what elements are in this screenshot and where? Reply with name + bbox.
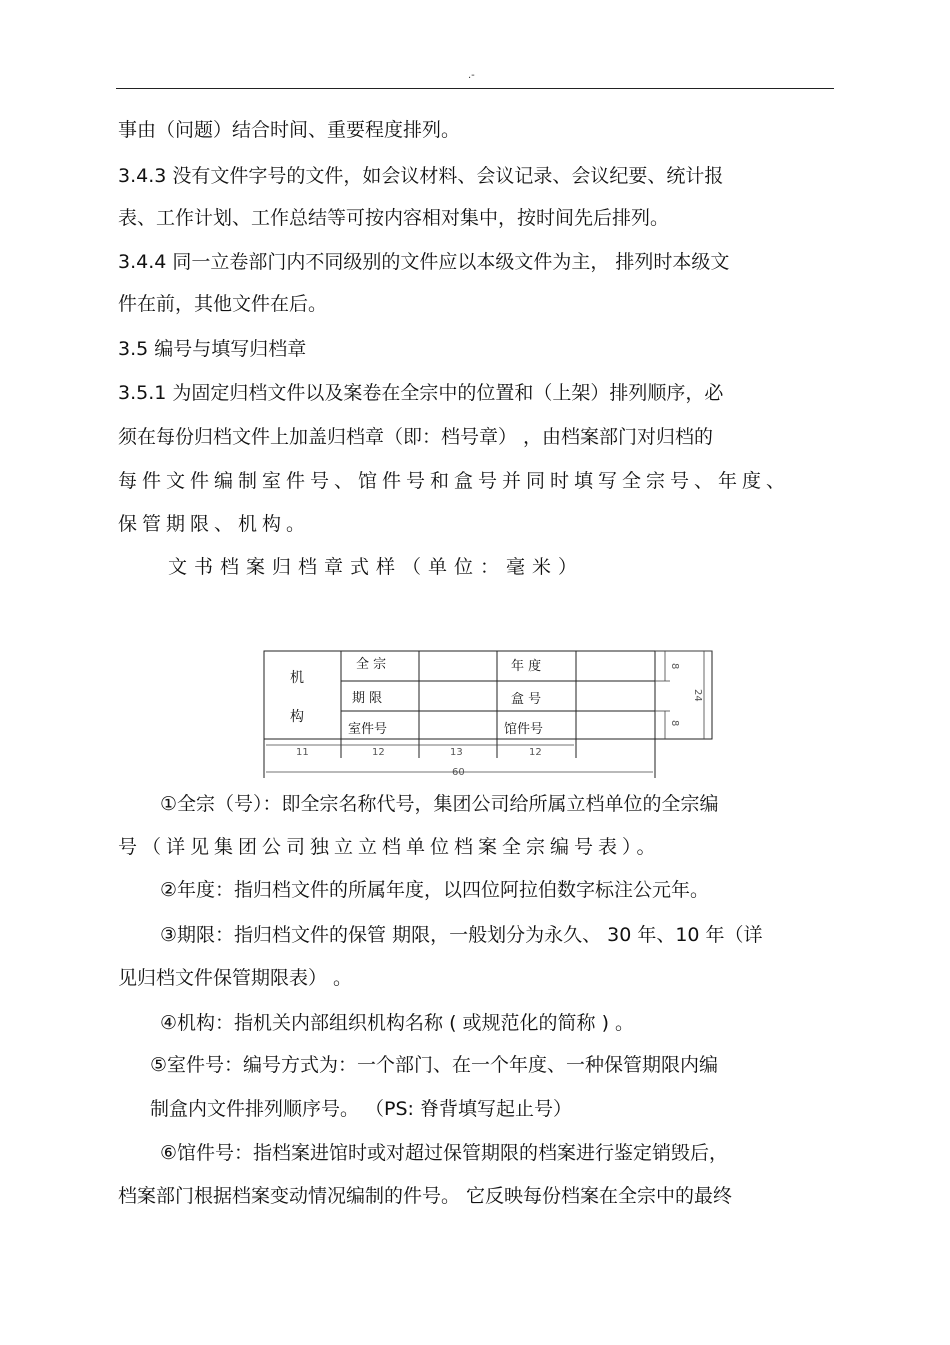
- text-line-9: 每件文件编制室件号、馆件号和盒号并同时填写全宗号、年度、: [118, 470, 791, 492]
- dim-label-total-width: 60: [452, 767, 465, 778]
- text-line-1: 事由（问题）结合时间、重要程度排列。: [118, 119, 461, 141]
- text-line-3: 表、工作计划、工作总结等可按内容相对集中，按时间先后排列。: [118, 207, 670, 229]
- text-line-19: 制盒内文件排列顺序号。 （PS: 脊背填写起止号）: [150, 1098, 572, 1120]
- header-rule: [116, 88, 834, 89]
- header-mark: .-: [468, 70, 475, 81]
- text-line-10: 保管期限、机构。: [118, 513, 311, 535]
- stamp-caption: 文书档案归档章式样（单位：毫米）: [168, 556, 585, 578]
- archive-stamp-diagram: [250, 640, 720, 785]
- dim-label-col3: 13: [450, 747, 463, 758]
- text-line-14: ②年度：指归档文件的所属年度，以四位阿拉伯数字标注公元年。: [160, 879, 710, 901]
- text-line-4: 3.4.4 同一立卷部门内不同级别的文件应以本级文件为主， 排列时本级文: [118, 251, 730, 273]
- text-line-8: 须在每份归档文件上加盖归档章（即：档号章） ，由档案部门对归档的: [118, 426, 714, 448]
- text-line-7: 3.5.1 为固定归档文件以及案卷在全宗中的位置和（上架）排列顺序，必: [118, 382, 724, 404]
- dim-label-col2: 12: [372, 747, 385, 758]
- text-line-12: ①全宗（号）：即全宗名称代号，集团公司给所属立档单位的全宗编: [160, 793, 719, 815]
- dim-label-total-height: 24: [692, 689, 703, 702]
- text-line-21: 档案部门根据档案变动情况编制的件号。 它反映每份档案在全宗中的最终: [118, 1185, 733, 1207]
- stamp-label-shijianhao: 室件号: [348, 722, 388, 737]
- dim-label-row-bottom: 8: [669, 720, 680, 727]
- stamp-label-quanzong: 全 宗: [356, 657, 387, 672]
- stamp-label-guanjianhao: 馆件号: [504, 722, 544, 737]
- stamp-label-hehao: 盒 号: [511, 692, 542, 707]
- section-heading-3-5: 3.5 编号与填写归档章: [118, 338, 307, 360]
- dim-label-row-top: 8: [669, 663, 680, 670]
- stamp-label-jigou-bottom: 构: [290, 709, 304, 725]
- text-line-17: ④机构：指机关内部组织机构名称 ( 或规范化的简称 ) 。: [160, 1012, 635, 1034]
- stamp-label-niandu: 年 度: [511, 659, 542, 674]
- text-line-15: ③期限：指归档文件的保管 期限，一般划分为永久、 30 年、10 年（详: [160, 924, 763, 946]
- dim-label-col1: 11: [296, 747, 309, 758]
- text-line-16: 见归档文件保管期限表） 。: [118, 967, 353, 989]
- stamp-label-jigou-top: 机: [290, 670, 304, 686]
- text-line-18: ⑤室件号：编号方式为：一个部门、在一个年度、一种保管期限内编: [150, 1054, 719, 1076]
- text-line-13: 号（详见集团公司独立立档单位档案全宗编号表）。: [118, 836, 661, 858]
- stamp-label-qixian: 期 限: [352, 691, 383, 706]
- text-line-2: 3.4.3 没有文件字号的文件，如会议材料、会议记录、会议纪要、统计报: [118, 165, 724, 187]
- stamp-border: [264, 651, 712, 739]
- dim-label-col4: 12: [529, 747, 542, 758]
- text-line-20: ⑥馆件号：指档案进馆时或对超过保管期限的档案进行鉴定销毁后，: [160, 1142, 729, 1164]
- text-line-5: 件在前，其他文件在后。: [118, 293, 328, 315]
